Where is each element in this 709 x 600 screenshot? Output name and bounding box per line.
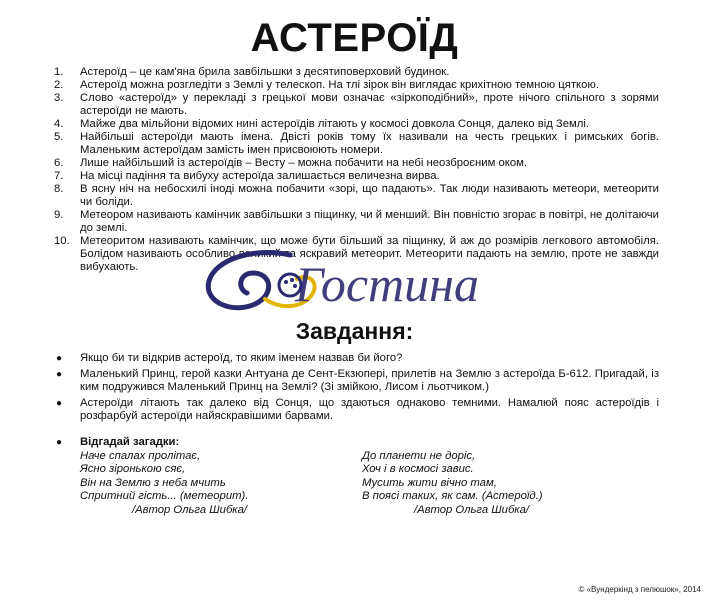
bullet-icon: ●	[56, 437, 63, 448]
list-item	[54, 79, 659, 92]
item-number: 5.	[54, 131, 64, 143]
riddle-line: Спритний гість... (метеорит).	[80, 490, 249, 503]
riddle-line: До планети не доріс,	[362, 450, 476, 462]
facts-list	[54, 66, 659, 274]
item-number: 6.	[54, 157, 64, 169]
logo-swirl	[208, 253, 290, 308]
riddle-author: /Автор Ольга Шибка/	[132, 503, 248, 516]
copyright-notice: © «Вундеркінд з пелюшок», 2014	[578, 585, 701, 594]
item-number: 4.	[54, 118, 64, 130]
tasks-heading: Завдання:	[295, 318, 414, 344]
riddle-line: Мусить жити вічно там,	[362, 476, 497, 489]
item-number: 3.	[54, 92, 64, 104]
item-number: 7.	[54, 170, 64, 182]
list-item	[54, 131, 659, 157]
list-item	[54, 209, 659, 235]
bullet-icon: ●	[56, 369, 63, 380]
item-number: 9.	[54, 209, 64, 221]
item-text: Слово «астероїд» у перекладі з грецької мови означає «зіркоподібний», проте нічого спільного з зорями астероїди не мають.	[80, 92, 659, 117]
item-number: 10.	[54, 235, 70, 247]
item-text: Найбільші астероїди мають імена. Двісті років тому їх називали на честь грецьких і римських богів. Маленьким астероїдам замість імен присвоюють номери.	[80, 131, 659, 156]
item-text: Астероїди літають так далеко від Сонця, що здаються однаково темними. Намалюй пояс астероїдів і розфарбуй астероїди найяскравішими барвами.	[80, 397, 659, 422]
logo-text: Гостина	[295, 256, 479, 312]
item-text: Майже два мільйони відомих нині астероїдів літають у космосі довкола Сонця, далеко від Землі.	[80, 118, 590, 130]
item-text: Метеоритом називають камінчик, що може бути більший за піщинку, й аж до розмірів легкового автомобіля. Болідом називають особливо великий та яскравий метеорит. Метеорити падають на землю, проте не завжди вибухають.	[80, 235, 659, 273]
list-item	[54, 66, 659, 79]
item-text: Метеором називають камінчик завбільшки з піщинку, чи й менший. Він повністю згорає в повітрі, не долітаючи до землі.	[80, 209, 659, 234]
item-text: Астероїд можна розгледіти з Землі у телескоп. На тлі зірок він виглядає крихітною темною цяткою.	[80, 79, 599, 91]
item-text: Лише найбільший із астероїдів – Весту – можна побачити на небі неозброєним оком.	[80, 157, 528, 169]
list-item	[54, 118, 659, 131]
riddles-heading-text: Відгадай загадки:	[80, 436, 180, 448]
item-number: 8.	[54, 183, 64, 195]
item-number: 2.	[54, 79, 64, 91]
gostyna-logo	[195, 245, 515, 325]
item-number: 1.	[54, 66, 64, 78]
item-text: Маленький Принц, герой казки Антуана де Сент-Екзюпері, прилетів на Землю з астероїда Б-612. Пригадай, із ким подружився Маленький Принц на Землі? (Зі змійкою, Лисом і льотчиком.)	[80, 368, 659, 393]
list-item	[54, 183, 659, 209]
tasks-list	[54, 352, 659, 426]
riddle-line: В поясі таких, як сам. (Астероїд.)	[362, 490, 543, 503]
riddles-heading	[54, 436, 659, 449]
list-item	[54, 397, 659, 423]
page-title: АСТЕРОЇД	[250, 16, 459, 60]
list-item	[54, 352, 659, 365]
bullet-icon: ●	[56, 398, 63, 409]
item-text: В ясну ніч на небосхилі іноді можна побачити «зорі, що падають». Так люди називають метеори, метеорити чи боліди.	[80, 183, 659, 208]
item-text: Астероїд – це кам'яна брила завбільшки з десятиповерховий будинок.	[80, 66, 450, 78]
riddle-line: Хоч і в космосі завис.	[362, 463, 474, 476]
riddle-line: Наче спалах пролітає,	[80, 450, 201, 462]
list-item	[54, 92, 659, 118]
riddle-left	[80, 450, 248, 517]
list-item	[54, 368, 659, 394]
riddle-right	[362, 450, 543, 517]
list-item	[54, 170, 659, 183]
item-text: Якщо би ти відкрив астероїд, то яким іменем назвав би його?	[80, 352, 403, 364]
list-item	[54, 157, 659, 170]
riddle-line: Він на Землю з неба мчить	[80, 476, 226, 489]
riddle-author: /Автор Ольга Шибка/	[414, 503, 530, 516]
riddle-line: Ясно зіронькою сяє,	[80, 463, 186, 476]
bullet-icon: ●	[56, 353, 63, 364]
riddles-section	[54, 436, 659, 516]
item-text: На місці падіння та вибуху астероїда залишається величезна вирва.	[80, 170, 440, 182]
